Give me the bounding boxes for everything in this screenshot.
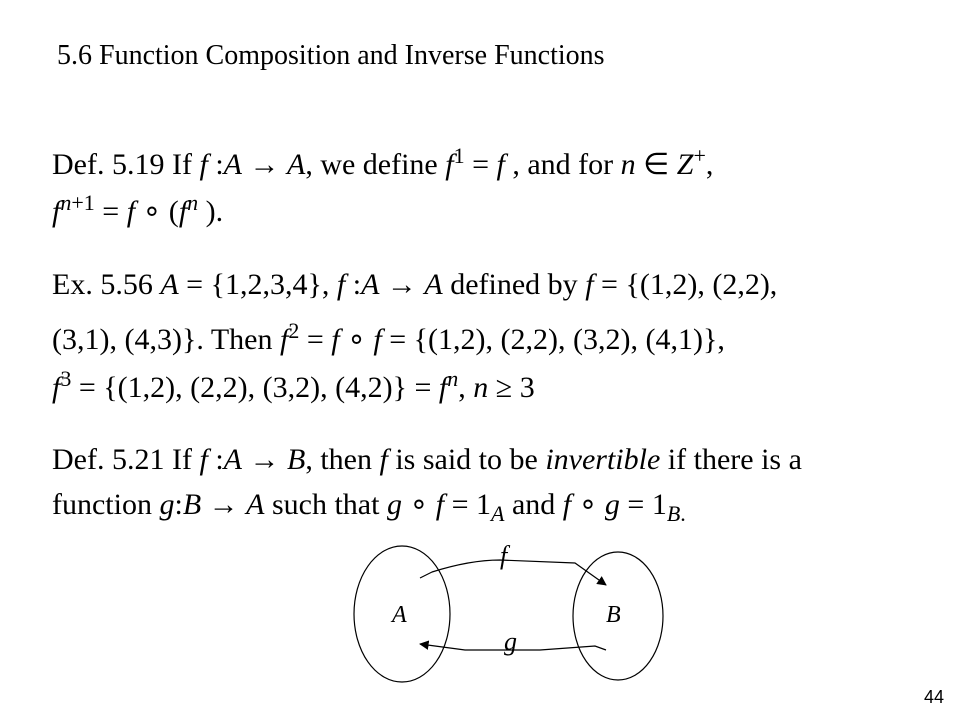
set-b-label: B — [606, 602, 621, 628]
def-5-19-line-1: Def. 5.19 If f :A → A, we define $f^1 = f$ , and for n ∈ Z+, — [52, 143, 714, 181]
f-label: f — [500, 541, 508, 570]
def-5-19-line-2: $f^{n+1} = f$ ∘ ($f^n$ ). — [52, 190, 224, 228]
function-mapping-diagram — [350, 530, 670, 690]
set-a-label: A — [392, 602, 407, 628]
def-5-21-line-1: Def. 5.21 If f :A → B, then f is said to be invertible if there is a — [52, 443, 802, 476]
ex-5-56-line-2: (3,1), (4,3)}. Then $f^2 = f$ ∘ f = {(1,2), (2,2), (3,2), (4,1)}, — [52, 318, 725, 356]
ex-5-56-label: Ex. 5.56 — [52, 268, 153, 301]
ex-5-56-line-1: Ex. 5.56 A = {1,2,3,4}, f :A → A defined by f = {(1,2), (2,2), — [52, 268, 778, 301]
def-5-21-label: Def. 5.21 — [52, 443, 165, 476]
f-arrow — [420, 560, 606, 585]
invertible-term: invertible — [545, 443, 661, 476]
def-5-21-line-2: function g:B → A such that g ∘ $f = 1_A$ and f ∘ $g = 1_{B.}$ — [52, 488, 686, 526]
def-5-19-label: Def. 5.19 — [52, 148, 165, 181]
page-number: 44 — [923, 687, 944, 707]
slide-title: 5.6 Function Composition and Inverse Functions — [57, 40, 605, 71]
ex-5-56-line-3: $f^3 = \{(1,2)$, (2,2), (3,2), $(4,2)\} = f^n$, n ≥ 3 — [52, 366, 535, 404]
g-label: g — [504, 627, 517, 656]
